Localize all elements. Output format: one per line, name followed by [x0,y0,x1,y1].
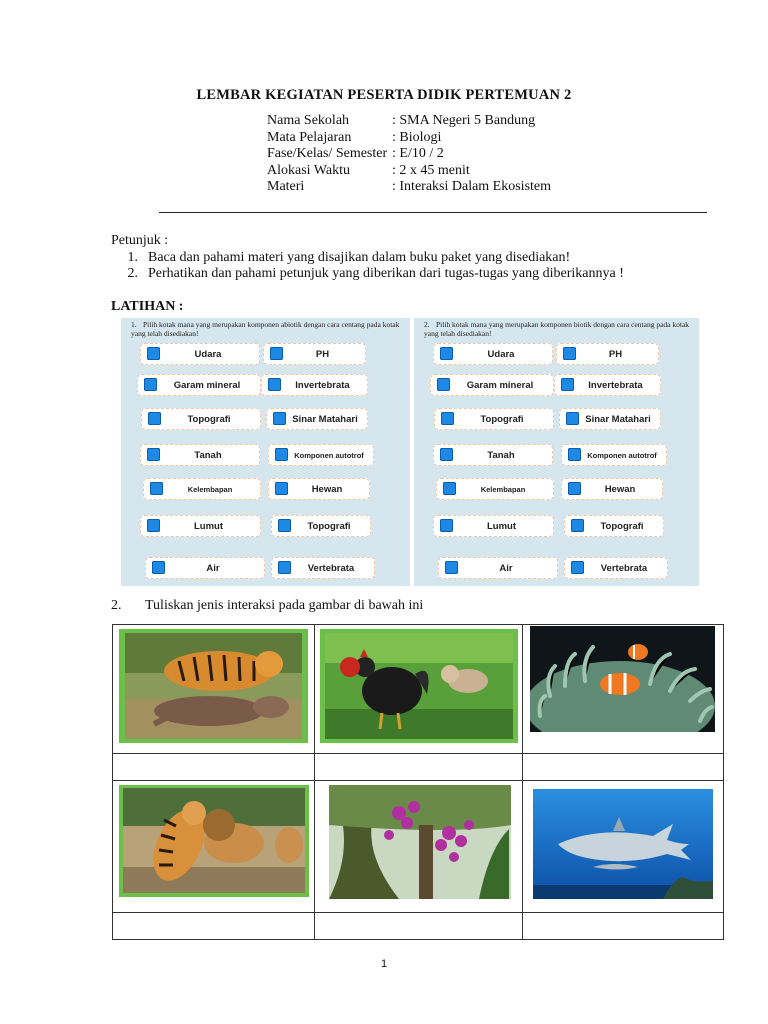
checkbox[interactable] [566,412,579,425]
answer-cell[interactable] [523,754,724,781]
option-label: Lumut [193,520,224,532]
checkbox[interactable] [440,347,453,360]
divider [159,212,707,213]
instruction-item: 1. Baca dan pahami materi yang disajikan dalam buku paket yang disediakan! [127,249,571,265]
option-invertebrata[interactable] [554,374,661,396]
option-label: Kelembapan [480,484,526,494]
tiger-attacking-tapir-photo [119,629,308,743]
option-garam-mineral[interactable] [430,374,554,396]
orchid-on-tree-photo [329,785,511,899]
panel-question: 1. Pilih kotak mana yang merupakan komponen abiotik dengan cara centang pada kotak yang telah disediakan! [131,320,400,338]
option-label: Invertebrata [295,379,350,391]
option-label: Hewan [604,483,636,495]
option-label: Garam mineral [173,379,241,391]
option-label: Topografi [187,413,231,425]
option-komponen-autotrof[interactable] [561,444,667,466]
option-air[interactable] [438,557,558,579]
option-kelembapan[interactable] [143,478,261,500]
checkbox[interactable] [571,519,584,532]
checkbox[interactable] [440,519,453,532]
answer-cell[interactable] [523,913,724,940]
option-label: Udara [487,348,515,360]
image-cell [523,781,724,913]
option-ph[interactable] [556,343,659,365]
option-label: Komponen autotrof [294,450,364,460]
checkbox[interactable] [147,448,160,461]
option-lumut[interactable] [433,515,554,537]
option-label: Air [499,562,513,574]
option-label: Sinar Matahari [585,413,651,425]
abiotic-exercise-panel [121,318,410,586]
option-garam-mineral[interactable] [137,374,261,396]
checkbox[interactable] [561,378,574,391]
checkbox[interactable] [278,561,291,574]
checkbox[interactable] [568,448,581,461]
option-komponen-autotrof[interactable] [268,444,374,466]
option-udara[interactable] [433,343,553,365]
option-vertebrata[interactable] [271,557,375,579]
checkbox[interactable] [147,519,160,532]
option-label: Invertebrata [588,379,643,391]
instructions-heading: Petunjuk : [111,233,169,248]
option-label: Topografi [600,520,644,532]
option-topografi[interactable] [271,515,371,537]
answer-cell[interactable] [113,913,315,940]
info-row: Nama Sekolah : SMA Negeri 5 Bandung [267,113,536,128]
checkbox[interactable] [563,347,576,360]
image-cell [113,625,315,754]
image-cell [315,781,523,913]
answer-row [113,913,724,940]
option-sinar-matahari[interactable] [266,408,368,430]
chicken-and-cat-photo [320,629,518,743]
option-label: Hewan [311,483,343,495]
option-label: Vertebrata [307,562,355,574]
checkbox[interactable] [268,378,281,391]
tiger-vs-lion-photo [119,785,309,897]
checkbox[interactable] [147,347,160,360]
checkbox[interactable] [437,378,450,391]
option-hewan[interactable] [268,478,370,500]
option-label: PH [608,348,623,360]
info-row: Mata Pelajaran : Biologi [267,129,442,145]
answer-cell[interactable] [315,754,523,781]
option-label: Udara [194,348,222,360]
checkbox[interactable] [445,561,458,574]
checkbox[interactable] [275,448,288,461]
question-2: 2. Tuliskan jenis interaksi pada gambar di bawah ini [111,598,424,613]
image-cell [315,625,523,754]
checkbox[interactable] [152,561,165,574]
option-label: Tanah [194,449,222,461]
checkbox[interactable] [443,482,456,495]
info-row: Fase/Kelas/ Semester : E/10 / 2 [267,146,444,161]
interaction-table [112,624,724,940]
image-row [113,781,724,913]
checkbox[interactable] [148,412,161,425]
option-sinar-matahari[interactable] [559,408,661,430]
answer-cell[interactable] [113,754,315,781]
option-topografi[interactable] [434,408,554,430]
option-kelembapan[interactable] [436,478,554,500]
option-label: Air [206,562,220,574]
checkbox[interactable] [441,412,454,425]
option-label: Komponen autotrof [587,450,657,460]
option-topografi[interactable] [564,515,664,537]
info-block [267,113,551,196]
checkbox[interactable] [275,482,288,495]
latihan-heading: LATIHAN : [111,299,184,314]
option-ph[interactable] [263,343,366,365]
panel-question: 2. Pilih kotak mana yang merupakan komponen biotik dengan cara centang pada kotak yang telah disediakan! [424,320,690,338]
clownfish-anemone-photo [530,626,715,732]
checkbox[interactable] [273,412,286,425]
option-topografi[interactable] [141,408,261,430]
answer-cell[interactable] [315,913,523,940]
option-air[interactable] [145,557,265,579]
checkbox[interactable] [150,482,163,495]
shark-remora-photo [533,789,713,899]
option-label: PH [315,348,330,360]
option-vertebrata[interactable] [564,557,668,579]
option-label: Garam mineral [466,379,534,391]
option-label: Lumut [486,520,517,532]
info-row: Alokasi Waktu : 2 x 45 menit [267,162,470,178]
instruction-item: 2. Perhatikan dan pahami petunjuk yang diberikan dari tugas-tugas yang diberikannya ! [127,266,624,281]
checkbox[interactable] [568,482,581,495]
answer-row [113,754,724,781]
biotic-exercise-panel [414,318,699,586]
option-udara[interactable] [140,343,260,365]
page-number: 1 [380,958,388,970]
checkbox[interactable] [278,519,291,532]
option-lumut[interactable] [140,515,261,537]
option-invertebrata[interactable] [261,374,368,396]
checkbox[interactable] [144,378,157,391]
option-label: Kelembapan [187,484,233,494]
option-label: Sinar Matahari [292,413,358,425]
image-row [113,625,724,754]
option-label: Topografi [480,413,524,425]
option-label: Tanah [487,449,515,461]
image-cell [523,625,724,754]
option-hewan[interactable] [561,478,663,500]
page-title: LEMBAR KEGIATAN PESERTA DIDIK PERTEMUAN 2 [196,87,572,103]
image-cell [113,781,315,913]
option-label: Vertebrata [600,562,648,574]
instructions [111,233,624,283]
info-row: Materi : Interaksi Dalam Ekosistem [267,179,552,194]
option-label: Topografi [307,520,351,532]
checkbox[interactable] [571,561,584,574]
checkbox[interactable] [270,347,283,360]
option-tanah[interactable] [140,444,260,466]
checkbox[interactable] [440,448,453,461]
option-tanah[interactable] [433,444,553,466]
